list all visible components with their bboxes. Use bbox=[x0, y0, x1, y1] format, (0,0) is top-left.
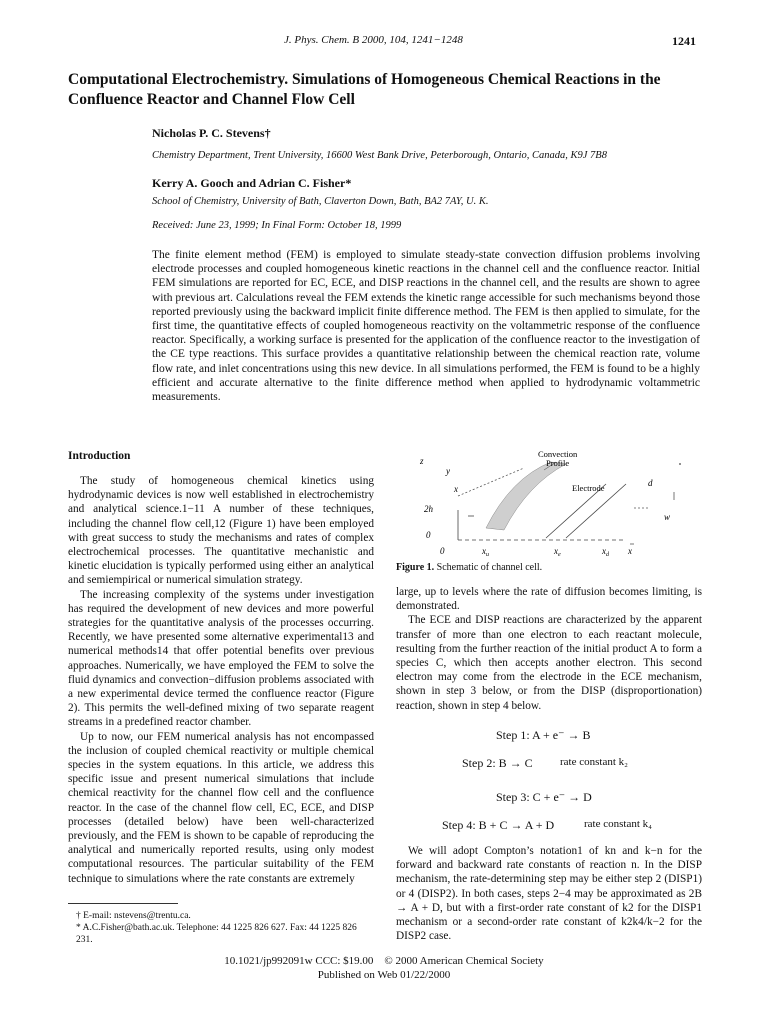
step-4-rate: rate constant k₄ bbox=[584, 818, 652, 830]
label-xd: $x_d$ bbox=[602, 546, 609, 558]
affiliation-1: Chemistry Department, Trent University, 16600 West Bank Drive, Peterborough, Ontario, Canada, K9J 7B8 bbox=[152, 150, 607, 161]
step-4: Step 4: B + C → A + D bbox=[442, 818, 555, 832]
abstract: The finite element method (FEM) is employed to simulate steady-state convection diffusion problems involving electrode processes and coupled homogeneous kinetic reactions in the channel cell and the confluence reactor. Initial FEM simulations are reported for EC, ECE, and DISP reactions in the channel cell, and the results are shown to agree with previous art. Calculations reveal the FEM extends the kinetic range accessible for such mechanisms beyond those reported previously using the backward implicit finite difference method. The FEM is then applied to simulate, for the first time, the quantitative effects of coupled homogeneous reactivity on the voltammetric response of the confluence reactor. Specifically, a working surface is presented for the application of the confluence reactor to the investigation of the CE type reactions. This surface provides a quantitative relationship between the chemical reaction rate, volume flow rate, and inlet concentrations using this new device. In all simulations performed, the FEM is found to be a highly efficient and accurate alternative to the finite difference method when applied to hydrodynamic voltammetric measurements. bbox=[152, 249, 700, 404]
paper-title: Computational Electrochemistry. Simulations of Homogeneous Chemical Reactions in the Confluence Reactor and Channel Flow Cell bbox=[68, 71, 661, 108]
intro-paragraph-3: Up to now, our FEM numerical analysis has not encompassed the inclusion of coupled chemical reactivity or multiple chemical species in the system equations. In this article, we address this specific issue and present numerical simulations that include chemical reactivity for the channel flow cell and the confluence reactor. In the case of the channel flow cell, EC, ECE, and DISP processes (detailed below) have been well-characterized previously, and the FEM is shown to be capable of reproducing the analytical and numerically reported results, using only modest computational resources. The particular suitability of the FEM technique to simulations where the rate constants are extremely bbox=[68, 730, 374, 885]
label-y: y bbox=[446, 466, 450, 476]
label-xe: $x_e$ bbox=[554, 546, 561, 558]
label-electrode: Electrode bbox=[572, 483, 605, 493]
label-xu: $x_u$ bbox=[482, 546, 489, 558]
left-column bbox=[68, 474, 374, 886]
footnote-email-2: * A.C.Fisher@bath.ac.uk. Telephone: 44 1225 826 627. Fax: 44 1225 826 231. bbox=[76, 923, 357, 945]
right-paragraph-2: The ECE and DISP reactions are characterized by the apparent transfer of more than one electron to each reactant molecule, resulting from the further reaction of the initial product A to form a species C, which then accepts another electron. This second electron may come from the electrode in the ECE mechanism, shown in step 3 below, or from the DISP (disproportionation) reaction, shown in step 4 below. bbox=[396, 614, 702, 712]
label-w: w bbox=[664, 512, 671, 522]
right-paragraph-3: We will adopt Compton’s notation1 of kn and k−n for the forward and backward rate constants of reaction n. In the DISP mechanism, the rate-determining step may be either step 2 (DISP1) or 4 (DISP2). In both cases, steps 2−4 may be approximated as 2B → A + D, but with a first-order rate constant of k2 for the DISP1 mechanism or a second-order rate constant of k2k4/k−2 for the DISP2 case. bbox=[396, 845, 702, 943]
right-column bbox=[396, 585, 702, 713]
label-2h: 2h bbox=[424, 504, 433, 514]
footer-published: Published on Web 01/22/2000 bbox=[317, 969, 451, 981]
page-number: 1241 bbox=[672, 34, 696, 48]
label-profile: Profile bbox=[546, 458, 570, 468]
received-dates: Received: June 23, 1999; In Final Form: October 18, 1999 bbox=[152, 220, 402, 231]
label-z: z bbox=[420, 456, 424, 466]
introduction-heading: Introduction bbox=[68, 450, 131, 462]
intro-paragraph-2: The increasing complexity of the systems under investigation has required the development of new devices and more powerful strategies for the quantitative analysis of the processes occurring. Recently, we have presented some alternative experimental13 and numerical methods14 that offer potential benefits over previous approaches. Numerically, we have employed the FEM to solve the fluid dynamics and convection−diffusion problems associated with a new experimental device termed the confluence reactor (Figure 2). This permits the well-defined mixing of two separate reagent streams in a predefined reactor chamber. bbox=[68, 588, 374, 729]
footnote-rule bbox=[68, 903, 178, 904]
label-convection: Convection bbox=[538, 449, 578, 459]
affiliation-2: School of Chemistry, University of Bath, Claverton Down, Bath, BA2 7AY, U. K. bbox=[152, 196, 489, 207]
figure-1-schematic bbox=[416, 448, 706, 560]
right-column-continued bbox=[396, 844, 702, 943]
label-zero-left: 0 bbox=[426, 530, 431, 540]
figure-1-caption bbox=[396, 562, 542, 573]
right-paragraph-1: large, up to levels where the rate of diffusion becomes limiting, is demonstrated. bbox=[396, 586, 702, 613]
page-footer bbox=[0, 954, 768, 982]
step-1: Step 1: A + e⁻ → B bbox=[496, 728, 591, 742]
footnote-email-1: † E-mail: nstevens@trentu.ca. bbox=[76, 911, 191, 921]
author-2: Kerry A. Gooch and Adrian C. Fisher* bbox=[152, 176, 352, 190]
author-1: Nicholas P. C. Stevens† bbox=[152, 126, 271, 140]
reaction-steps bbox=[396, 728, 702, 838]
corner-dot bbox=[679, 463, 681, 465]
step-2-rate: rate constant k₂ bbox=[560, 756, 628, 768]
convection-profile-shape bbox=[486, 462, 566, 530]
footer-doi-copyright: 10.1021/jp992091w CCC: $19.00 © 2000 American Chemical Society bbox=[224, 955, 544, 967]
label-d: d bbox=[648, 478, 653, 488]
label-x: x bbox=[454, 484, 458, 494]
footnotes bbox=[68, 910, 374, 946]
label-x-axis: x bbox=[628, 546, 632, 556]
figure-1-caption-text: Schematic of channel cell. bbox=[436, 562, 543, 573]
label-zero-bottom: 0 bbox=[440, 546, 445, 556]
step-2: Step 2: B → C bbox=[462, 756, 533, 770]
intro-paragraph-1: The study of homogeneous chemical kinetics using hydrodynamic devices is now well established in electrochemistry and analytical science.1−11 A number of these techniques, including the channel flow cell,12 (Figure 1) have been employed with great success to study the mechanisms and rates of complex electrochemical processes. The quantitative mechanistic and kinetic elucidation is typically performed using either an analytical and semiempirical or numerical simulation strategy. bbox=[68, 475, 374, 587]
journal-citation: J. Phys. Chem. B 2000, 104, 1241−1248 bbox=[284, 34, 463, 46]
step-3: Step 3: C + e⁻ → D bbox=[496, 790, 592, 804]
figure-1-caption-label: Figure 1. bbox=[396, 562, 435, 573]
